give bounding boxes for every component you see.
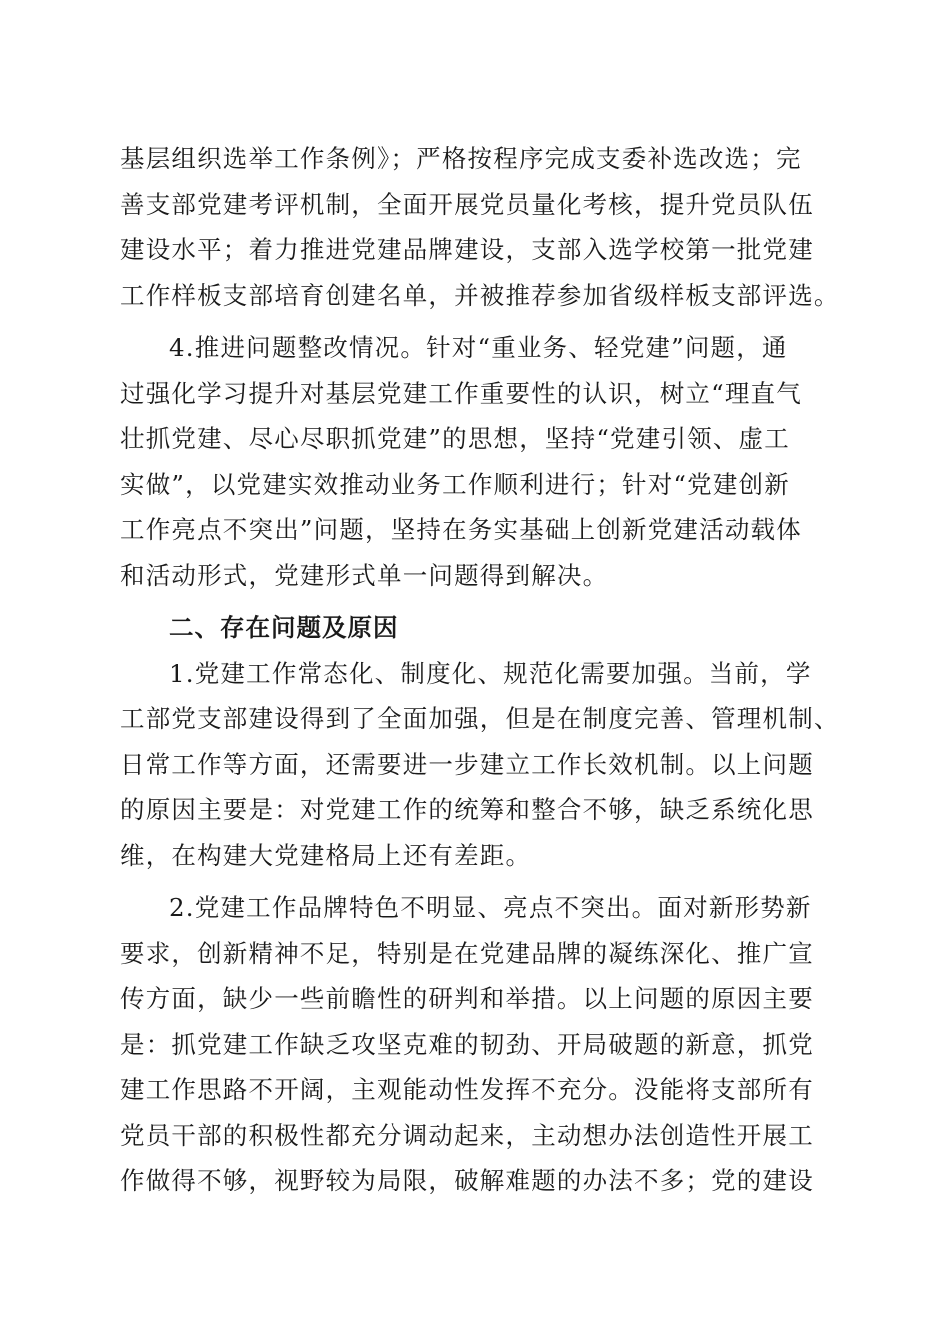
text-line: 4.推进问题整改情况。针对“重业务、轻党建”问题，通 <box>169 333 788 362</box>
text-line: 要求，创新精神不足，特别是在党建品牌的凝练深化、推广宣 <box>120 938 814 968</box>
text-line: 过强化学习提升对基层党建工作重要性的认识，树立“理直气 <box>120 378 802 408</box>
paragraph-3 <box>120 651 840 879</box>
section-heading: 二、存在问题及原因 <box>169 613 399 642</box>
text-line: 工作样板支部培育创建名单，并被推荐参加省级样板支部评选。 <box>120 280 840 310</box>
text-line: 壮抓党建、尽心尽职抓党建”的思想，坚持“党建引领、虚工 <box>120 424 790 453</box>
text-line: 的原因主要是：对党建工作的统筹和整合不够，缺乏系统化思 <box>120 795 814 824</box>
text-line: 是：抓党建工作缺乏攻坚克难的韧劲、开局破题的新意，抓党 <box>120 1029 814 1059</box>
text-line: 党员干部的积极性都充分调动起来，主动想办法创造性开展工 <box>120 1120 814 1150</box>
text-line: 建设水平；着力推进党建品牌建设，支部入选学校第一批党建 <box>120 235 814 264</box>
text-line: 实做”，以党建实效推动业务工作顺利进行；针对“党建创新 <box>120 469 790 499</box>
text-line: 日常工作等方面，还需要进一步建立工作长效机制。以上问题 <box>120 749 814 779</box>
text-line: 善支部党建考评机制，全面开展党员量化考核，提升党员队伍 <box>120 189 814 219</box>
text-line: 工部党支部建设得到了全面加强，但是在制度完善、管理机制、 <box>120 704 840 733</box>
text-line: 1.党建工作常态化、制度化、规范化需要加强。当前，学 <box>169 658 812 688</box>
text-line: 传方面，缺少一些前瞻性的研判和举措。以上问题的原因主要 <box>120 984 814 1013</box>
text-line: 和活动形式，党建形式单一问题得到解决。 <box>120 560 609 590</box>
section-heading-block <box>120 605 832 651</box>
text-line: 建工作思路不开阔，主观能动性发挥不充分。没能将支部所有 <box>120 1075 814 1104</box>
text-line: 基层组织选举工作条例》；严格按程序完成支委补选改选；完 <box>120 144 802 173</box>
text-line: 作做得不够，视野较为局限，破解难题的办法不多；党的建设 <box>120 1166 814 1195</box>
paragraph-2 <box>120 325 832 598</box>
paragraph-4 <box>120 885 832 1204</box>
text-line: 维，在构建大党建格局上还有差距。 <box>120 840 532 870</box>
document-body <box>120 136 840 1204</box>
text-line: 2.党建工作品牌特色不明显、亮点不突出。面对新形势新 <box>169 893 812 922</box>
paragraph-1 <box>120 136 840 318</box>
text-line: 工作亮点不突出”问题，坚持在务实基础上创新党建活动载体 <box>120 515 802 544</box>
